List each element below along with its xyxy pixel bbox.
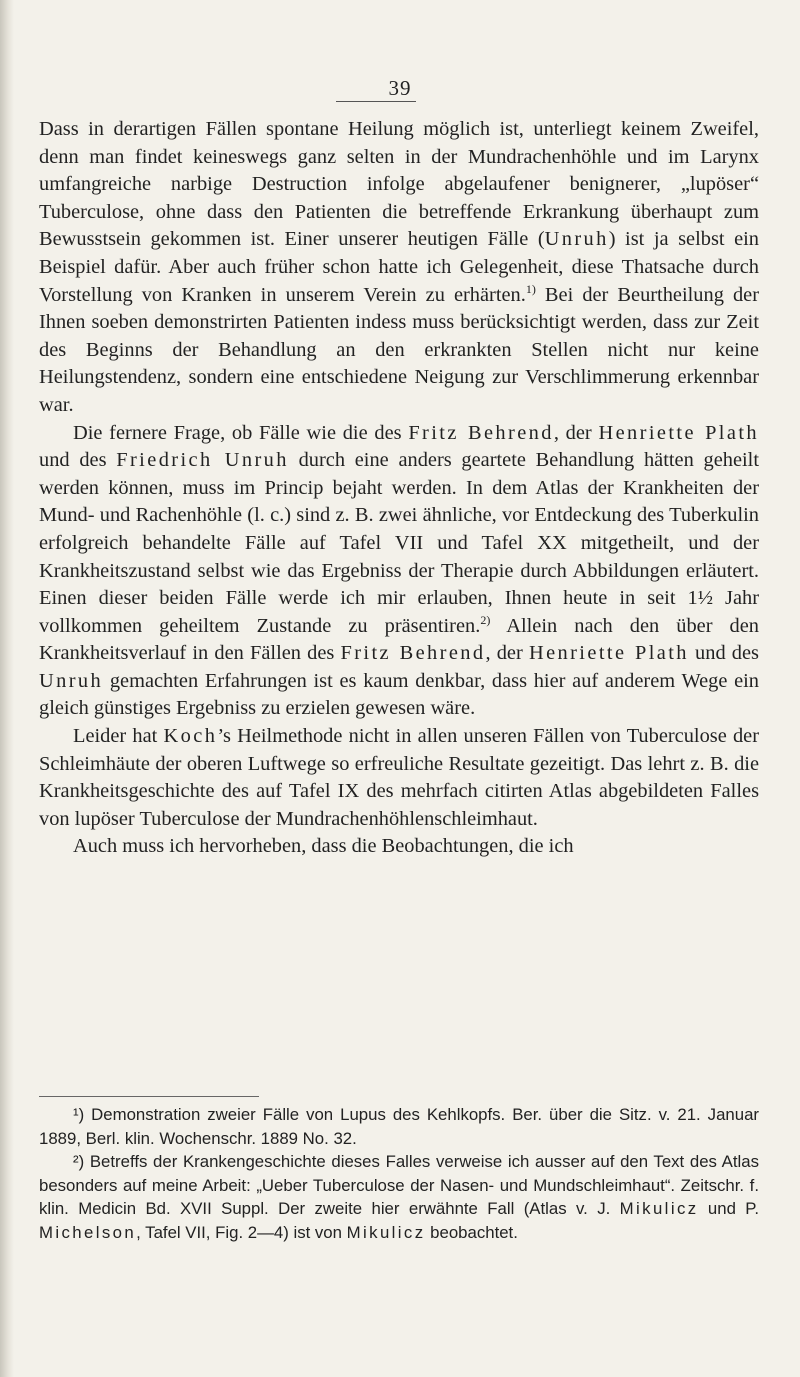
paragraph — [39, 116, 759, 420]
page-edge-shadow — [0, 0, 14, 1377]
spaced-name: Unruh — [544, 228, 609, 251]
spaced-name: Fritz Behrend — [340, 642, 486, 665]
spaced-name: Koch — [163, 725, 218, 748]
text-run: ’s Heilmethode nicht in allen unseren Fällen von Tuberculose der Schleimhäute der oberen Luftwege so erfreuliche Resultate gezeitigt. Das lehrt z. B. die Krankheitsgeschichte des auf Tafel IX des mehrfach citirten Atlas abgebildeten Falles von lupöser Tuberculose der Mundrachenhöhlenschleimhaut. — [39, 725, 759, 830]
paragraph — [39, 420, 759, 724]
text-run: Allein nach den über den Krankheitsverlauf in den Fällen des — [39, 614, 759, 665]
spaced-name: Friedrich Unruh — [116, 449, 289, 472]
text-run: und P. — [698, 1199, 760, 1219]
spaced-name: Mikulicz — [619, 1199, 699, 1219]
text-run: ²) Betreffs der Krankengeschichte dieses Falles verweise ich ausser auf den Text des Atlas besonders auf meine Arbeit: „Ueber Tuberculose der Nasen- und Mundschleimhaut“. Zeitschr. f. klin. Medicin Bd. XVII Suppl. Der zweite hier erwähnte Fall (Atlas v. J. — [39, 1152, 759, 1219]
footnote — [39, 1103, 759, 1150]
text-run: Bei der Beurtheilung der Ihnen soeben demonstrirten Patienten indess muss berücksichtigt werden, dass zur Zeit des Beginns der Behandlung an den erkrankten Stellen nicht nur keine Heilungstendenz, sondern eine entschiedene Neigung zur Verschlimmerung erkennbar war. — [39, 283, 759, 416]
spaced-name: Fritz Behrend — [408, 421, 554, 444]
paragraph — [39, 723, 759, 833]
text-run: Auch muss ich hervorheben, dass die Beobachtungen, die ich — [73, 835, 574, 858]
spaced-name: Henriette Plath — [598, 421, 759, 444]
text-run: Die fernere Frage, ob Fälle wie die des — [73, 421, 409, 444]
footnote-rule — [39, 1096, 259, 1097]
spaced-name: Michelson — [39, 1222, 137, 1242]
text-run: gemachten Erfahrungen ist es kaum denkbar, dass hier auf anderem Wege ein gleich günstiges Ergebniss zu erzielen gewesen wäre. — [39, 669, 759, 720]
header-rule — [336, 101, 416, 102]
footnote-marker: 1) — [525, 281, 536, 296]
text-run: , Tafel VII, Fig. 2—4) ist von — [136, 1222, 347, 1242]
text-run: ¹) Demonstration zweier Fälle von Lupus des Kehlkopfs. Ber. über die Sitz. v. 21. Januar 1889, Berl. klin. Wochenschr. 1889 No. 32. — [39, 1105, 759, 1148]
text-run: , der — [553, 421, 599, 444]
text-run: Dass in derartigen Fällen spontane Heilung möglich ist, unterliegt keinem Zweifel, denn man findet keineswegs ganz selten in der Mundrachenhöhle und im Larynx umfangreiche narbige Destruction infolge abgelaufener benignerer, „lupöser“ Tuberculose, ohne dass den Patienten die betreffende Erkrankung überhaupt zum Bewusstsein gekommen ist. Einer unserer heutigen Fälle ( — [39, 118, 759, 251]
body-text — [39, 116, 759, 861]
footnote-marker: 2) — [480, 612, 491, 627]
text-run: und des — [688, 642, 759, 665]
footnote — [39, 1150, 759, 1244]
spaced-name: Mikulicz — [346, 1222, 426, 1242]
spaced-name: Unruh — [39, 669, 104, 692]
text-run: und des — [39, 449, 117, 472]
text-run: Leider hat — [73, 725, 164, 748]
spaced-name: Henriette Plath — [528, 642, 689, 665]
text-run: beobachtet. — [425, 1222, 518, 1242]
text-run: ) ist ja selbst ein Beispiel dafür. Aber auch früher schon hatte ich Gelegenheit, diese Thatsache durch Vorstellung von Kranken in unserem Verein zu erhärten. — [39, 228, 759, 306]
paragraph — [39, 833, 759, 861]
page-number: 39 — [388, 76, 412, 100]
text-run: , der — [485, 642, 529, 665]
footnotes — [39, 1103, 759, 1245]
text-run: durch eine anders geartete Behandlung hätten geheilt werden können, muss im Princip bejaht werden. In dem Atlas der Krankheiten der Mund- und Rachenhöhle (l. c.) sind z. B. zwei ähnliche, vor Entdeckung des Tuberkulin erfolgreich behandelte Fälle auf Tafel VII und Tafel XX mitgetheilt, und der Krankheitszustand selbst wie das Ergebniss der Therapie durch Abbildungen erläutert. Einen dieser beiden Fälle werde ich mir erlauben, Ihnen heute in seit 1½ Jahr vollkommen geheiltem Zustande zu präsentiren. — [39, 449, 759, 637]
